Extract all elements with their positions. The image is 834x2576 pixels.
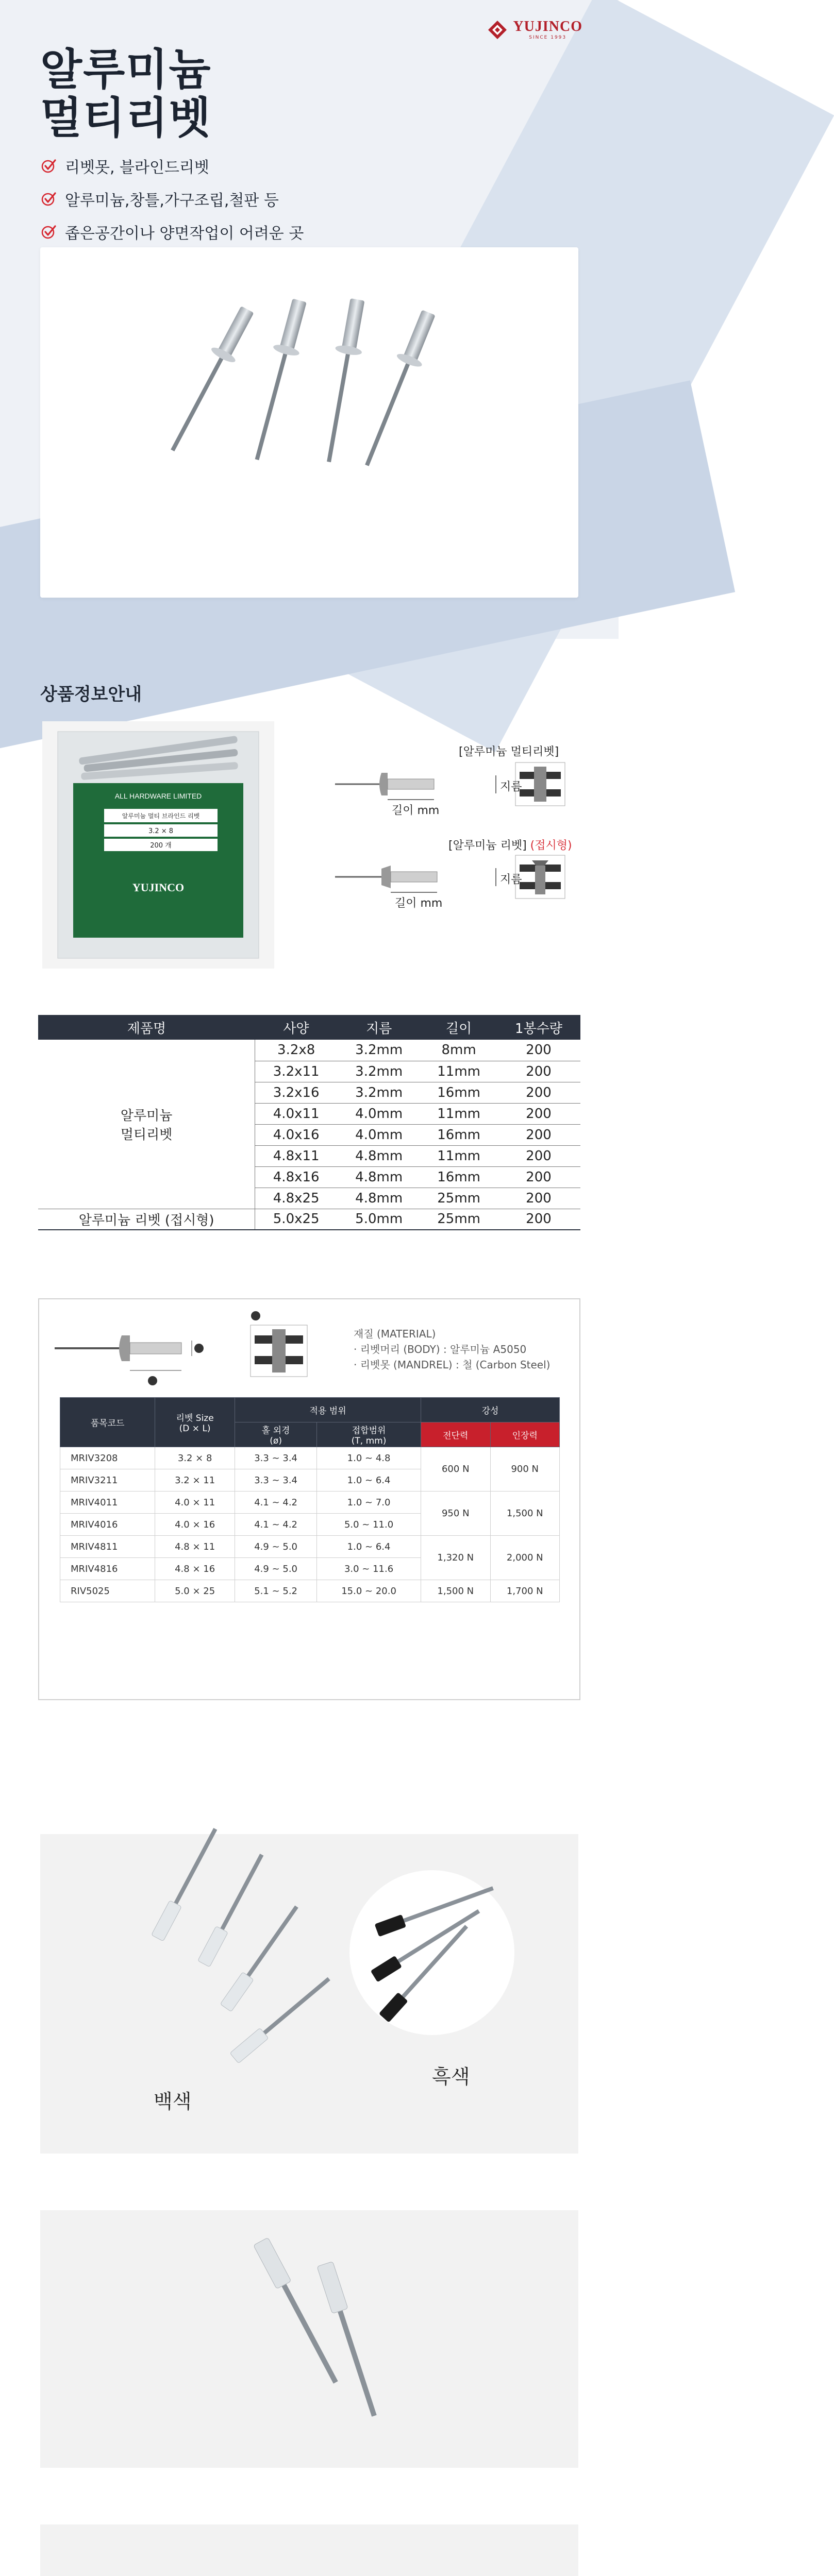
shear-cell: 1,320 N bbox=[421, 1536, 490, 1580]
code-cell: MRIV4816 bbox=[60, 1558, 155, 1580]
diameter-cell: 3.2mm bbox=[337, 1040, 421, 1061]
hole-cell: 3.3 ~ 3.4 bbox=[235, 1469, 317, 1492]
package-product-name: 알루미늄 멀티 브라인드 리벳 bbox=[122, 812, 200, 820]
diameter-cell: 3.2mm bbox=[337, 1082, 421, 1103]
diameter-cell: 3.2mm bbox=[337, 1061, 421, 1082]
column-header: 품목코드 bbox=[60, 1398, 155, 1447]
feature-text: 좁은공간이나 양면작업이 어려운 곳 bbox=[65, 225, 304, 243]
grip-cell: 3.0 ~ 11.6 bbox=[317, 1558, 421, 1580]
checkmark-icon bbox=[41, 158, 57, 174]
material-table bbox=[60, 1397, 560, 1602]
table-header-row bbox=[60, 1398, 560, 1422]
length-cell: 8mm bbox=[421, 1040, 497, 1061]
diameter-cell: 4.8mm bbox=[337, 1188, 421, 1209]
rivet bbox=[244, 297, 312, 463]
diameter-cell: 4.8mm bbox=[337, 1166, 421, 1188]
feature-item bbox=[41, 155, 304, 177]
hole-cell: 4.1 ~ 4.2 bbox=[235, 1492, 317, 1514]
code-cell: MRIV3208 bbox=[60, 1447, 155, 1469]
column-header bbox=[317, 1422, 421, 1447]
hole-cell: 5.1 ~ 5.2 bbox=[235, 1580, 317, 1602]
shear-cell: 600 N bbox=[421, 1447, 490, 1492]
size-cell: 3.2 × 8 bbox=[155, 1447, 235, 1469]
section-title: 상품정보안내 bbox=[40, 684, 142, 705]
hole-cell: 3.3 ~ 3.4 bbox=[235, 1447, 317, 1469]
rivets-illustration bbox=[40, 247, 578, 598]
rivet bbox=[355, 308, 441, 470]
diameter-cell: 4.8mm bbox=[337, 1145, 421, 1166]
length-cell: 11mm bbox=[421, 1061, 497, 1082]
tensile-cell: 2,000 N bbox=[490, 1536, 560, 1580]
hole-cell: 4.1 ~ 4.2 bbox=[235, 1514, 317, 1536]
hole-cell: 4.9 ~ 5.0 bbox=[235, 1536, 317, 1558]
column-header: 인장력 bbox=[490, 1422, 560, 1447]
material-spec-box bbox=[38, 1298, 580, 1700]
size-cell: 5.0 × 25 bbox=[155, 1580, 235, 1602]
column-header: 길이 bbox=[421, 1015, 497, 1040]
rivet-side-illustration bbox=[40, 2524, 578, 2576]
package-illustration bbox=[42, 721, 274, 969]
diameter-cell: 4.0mm bbox=[337, 1103, 421, 1124]
spec-cell: 3.2x11 bbox=[255, 1061, 337, 1082]
spec-cell: 4.8x25 bbox=[255, 1188, 337, 1209]
hole-cell: 4.9 ~ 5.0 bbox=[235, 1558, 317, 1580]
rivet bbox=[161, 303, 259, 456]
quantity-cell: 200 bbox=[497, 1145, 580, 1166]
material-info bbox=[354, 1326, 550, 1372]
table-row bbox=[38, 1040, 580, 1061]
column-header: 지름 bbox=[337, 1015, 421, 1040]
header-sub: (T, mm) bbox=[351, 1436, 387, 1446]
material-title: 재질 (MATERIAL) bbox=[354, 1328, 436, 1340]
header-text: 리벳 Size bbox=[176, 1413, 214, 1423]
column-header: 사양 bbox=[255, 1015, 337, 1040]
diagram-label-main: [알루미늄 리벳] bbox=[448, 839, 527, 852]
length-cell: 25mm bbox=[421, 1188, 497, 1209]
quantity-cell: 200 bbox=[497, 1124, 580, 1145]
rivet bbox=[315, 297, 371, 464]
grip-cell: 1.0 ~ 7.0 bbox=[317, 1492, 421, 1514]
spec-cell: 4.0x11 bbox=[255, 1103, 337, 1124]
length-cell: 16mm bbox=[421, 1082, 497, 1103]
diameter-cell: 4.0mm bbox=[337, 1124, 421, 1145]
code-cell: MRIV4011 bbox=[60, 1492, 155, 1514]
tensile-cell: 1,700 N bbox=[490, 1580, 560, 1602]
header-text: 접합범위 bbox=[352, 1426, 386, 1436]
column-header: 전단력 bbox=[421, 1422, 490, 1447]
quantity-cell: 200 bbox=[497, 1061, 580, 1082]
material-body: · 리벳머리 (BODY) : 알루미늄 A5050 bbox=[354, 1343, 527, 1355]
checkmark-icon bbox=[41, 191, 57, 207]
length-label: 길이 mm bbox=[395, 897, 443, 910]
page-title bbox=[40, 45, 212, 142]
brand-emblem-icon bbox=[486, 19, 509, 41]
white-color-label: 백색 bbox=[154, 2090, 192, 2113]
package-brand: ALL HARDWARE LIMITED bbox=[114, 792, 202, 800]
spec-cell: 4.8x16 bbox=[255, 1166, 337, 1188]
quantity-cell: 200 bbox=[497, 1040, 580, 1061]
color-options-illustration bbox=[40, 1834, 578, 2154]
table-row bbox=[60, 1492, 560, 1514]
spec-cell: 4.0x16 bbox=[255, 1124, 337, 1145]
code-cell: MRIV3211 bbox=[60, 1469, 155, 1492]
code-cell: RIV5025 bbox=[60, 1580, 155, 1602]
spec-cell: 3.2x8 bbox=[255, 1040, 337, 1061]
diameter-label: 지름 bbox=[500, 781, 522, 793]
hero-section bbox=[0, 0, 619, 639]
package-size: 3.2 × 8 bbox=[148, 827, 174, 835]
feature-item bbox=[41, 221, 304, 243]
feature-text: 알루미늄,창틀,가구조립,철판 등 bbox=[65, 192, 279, 210]
table-header-row bbox=[38, 1015, 580, 1040]
size-cell: 4.0 × 16 bbox=[155, 1514, 235, 1536]
table-row bbox=[60, 1580, 560, 1602]
column-header: 제품명 bbox=[38, 1015, 255, 1040]
size-cell: 4.8 × 11 bbox=[155, 1536, 235, 1558]
rivet-dimension-diagram bbox=[49, 1304, 338, 1392]
feature-text: 리벳못, 블라인드리벳 bbox=[65, 159, 209, 177]
rivet-closeup-illustration bbox=[40, 2210, 578, 2468]
quantity-cell: 200 bbox=[497, 1188, 580, 1209]
length-cell: 11mm bbox=[421, 1145, 497, 1166]
black-rivets-circle bbox=[349, 1870, 514, 2035]
brand-tagline: SINCE 1993 bbox=[529, 35, 567, 40]
table-row bbox=[60, 1447, 560, 1469]
grip-cell: 1.0 ~ 6.4 bbox=[317, 1536, 421, 1558]
length-label: 길이 mm bbox=[392, 804, 440, 817]
column-header bbox=[155, 1398, 235, 1447]
black-color-label: 흑색 bbox=[432, 2065, 470, 2088]
color-options-photo bbox=[40, 1834, 578, 2154]
header-sub: (D × L) bbox=[179, 1423, 211, 1434]
tensile-cell: 900 N bbox=[490, 1447, 560, 1492]
diagram-label: [알루미늄 멀티리벳] bbox=[459, 745, 559, 758]
rivet-side-photo bbox=[40, 2524, 578, 2576]
product-name-cell: 알루미늄 리벳 (접시형) bbox=[38, 1209, 255, 1230]
diameter-label: 지름 bbox=[500, 873, 522, 886]
quantity-cell: 200 bbox=[497, 1166, 580, 1188]
quantity-cell: 200 bbox=[497, 1209, 580, 1230]
diagram-label-type: (접시형) bbox=[530, 839, 572, 852]
feature-item bbox=[41, 188, 304, 210]
tensile-cell: 1,500 N bbox=[490, 1492, 560, 1536]
quantity-cell: 200 bbox=[497, 1082, 580, 1103]
grip-cell: 5.0 ~ 11.0 bbox=[317, 1514, 421, 1536]
header-sub: (ø) bbox=[270, 1436, 282, 1446]
grip-cell: 1.0 ~ 4.8 bbox=[317, 1447, 421, 1469]
length-cell: 16mm bbox=[421, 1166, 497, 1188]
title-line: 알루미늄 bbox=[40, 44, 212, 95]
group-name-line: 멀티리벳 bbox=[120, 1127, 173, 1143]
column-header bbox=[235, 1422, 317, 1447]
code-cell: MRIV4811 bbox=[60, 1536, 155, 1558]
rivet-diagrams bbox=[330, 742, 588, 948]
table-row bbox=[38, 1209, 580, 1230]
brand-logo bbox=[486, 19, 582, 41]
feature-list bbox=[41, 155, 304, 253]
white-rivets bbox=[152, 1826, 333, 2063]
checkmark-icon bbox=[41, 224, 57, 240]
shear-cell: 950 N bbox=[421, 1492, 490, 1536]
spec-cell: 4.8x11 bbox=[255, 1145, 337, 1166]
column-header: 1봉수량 bbox=[497, 1015, 580, 1040]
spec-cell: 3.2x16 bbox=[255, 1082, 337, 1103]
length-cell: 25mm bbox=[421, 1209, 497, 1230]
package-photo bbox=[42, 721, 274, 969]
quantity-cell: 200 bbox=[497, 1103, 580, 1124]
brand-name: YUJINCO bbox=[513, 19, 582, 35]
rivet-closeup-photo bbox=[40, 2210, 578, 2468]
code-cell: MRIV4016 bbox=[60, 1514, 155, 1536]
group-name-line: 알루미늄 bbox=[120, 1108, 173, 1124]
spec-cell: 5.0x25 bbox=[255, 1209, 337, 1230]
product-group-name bbox=[38, 1040, 255, 1209]
title-line: 멀티리벳 bbox=[40, 93, 212, 144]
diagram-label bbox=[448, 837, 572, 853]
length-cell: 16mm bbox=[421, 1124, 497, 1145]
material-mandrel: · 리벳못 (MANDREL) : 철 (Carbon Steel) bbox=[354, 1359, 551, 1371]
diameter-cell: 5.0mm bbox=[337, 1209, 421, 1230]
size-cell: 4.0 × 11 bbox=[155, 1492, 235, 1514]
package-maker: YUJINCO bbox=[132, 881, 185, 894]
size-cell: 4.8 × 16 bbox=[155, 1558, 235, 1580]
grip-cell: 15.0 ~ 20.0 bbox=[317, 1580, 421, 1602]
size-cell: 3.2 × 11 bbox=[155, 1469, 235, 1492]
column-header: 적용 범위 bbox=[235, 1398, 421, 1422]
table-row bbox=[60, 1536, 560, 1558]
package-quantity: 200 개 bbox=[150, 842, 172, 850]
grip-cell: 1.0 ~ 6.4 bbox=[317, 1469, 421, 1492]
shear-cell: 1,500 N bbox=[421, 1580, 490, 1602]
header-text: 홀 외경 bbox=[261, 1426, 290, 1436]
column-header: 강성 bbox=[421, 1398, 560, 1422]
hero-product-image bbox=[40, 247, 578, 598]
spec-table bbox=[38, 1015, 580, 1230]
length-cell: 11mm bbox=[421, 1103, 497, 1124]
